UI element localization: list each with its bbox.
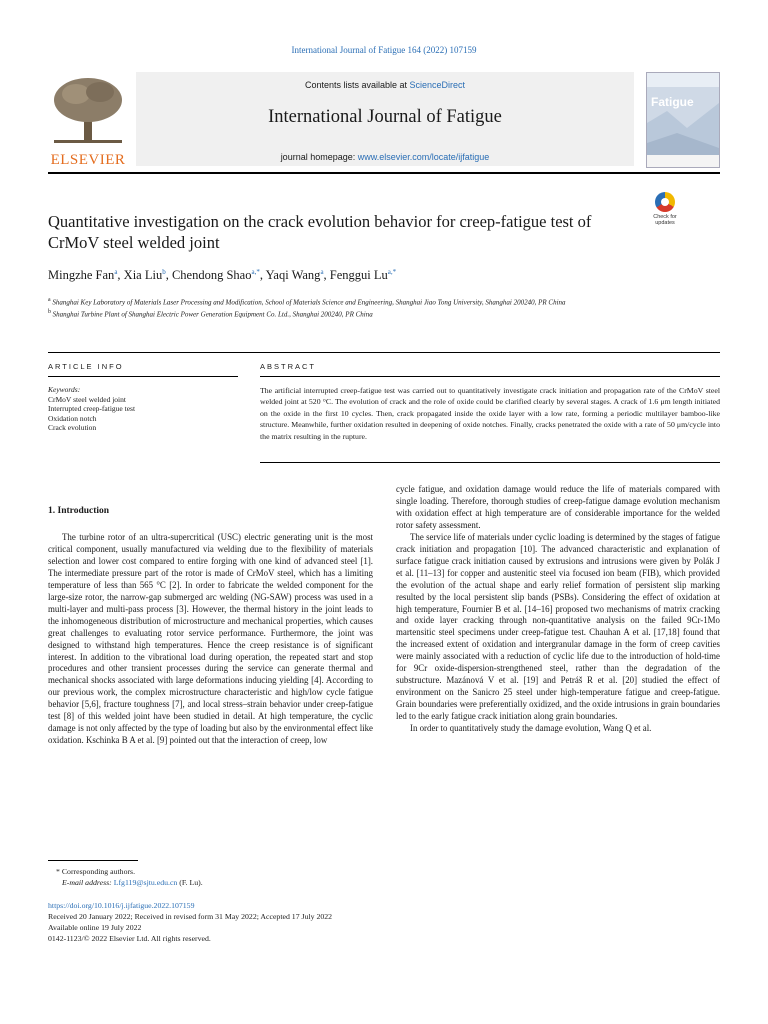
keyword: CrMoV steel welded joint <box>48 394 126 404</box>
abstract-bottom-rule <box>260 462 720 463</box>
author-name: Mingzhe Fan <box>48 268 115 283</box>
abstract-head-rule <box>260 376 720 377</box>
author-affil-sup[interactable]: a,* <box>387 268 397 276</box>
homepage-line: journal homepage: www.elsevier.com/locate/ijfatigue <box>280 152 490 162</box>
journal-reference[interactable]: International Journal of Fatigue 164 (2022) 107159 <box>291 45 477 55</box>
sciencedirect-link[interactable]: ScienceDirect <box>409 80 466 90</box>
intro-paragraph: cycle fatigue, and oxidation damage would reduce the life of materials compared with single loading. Therefore, thorough studies of creep-fatigue damage evolution mechanism with oxidation effect at high temperature are of considerable importance for the welded rotor safety assessment. <box>396 484 720 530</box>
intro-paragraph: The turbine rotor of an ultra-supercritical (USC) electric generating unit is the most critical component, usually manufactured via welding due to the flexibility of materials selection and lower cost compared to entire forging with one kind of advanced steel [1]. The intermediate pressure part of the rotor is made of CrMoV steel, which has a limiting temperature of less than 565 °C [2]. In order to fabricate the welded component for the large-size rotor, the narrow-gap submerged arc welding (NG-SAW) process was used in a multi-layer and multi-pass process [3]. However, the thermal history in the joint leads to the inhomogeneous distribution of microstructure and mechanical properties, which causes great challenges to evaluating rotor service performance. Furthermore, the joint was designed to withstand high temperatures. Hence the creep resistance is of significant interest. In addition to the vibrational load during operation, the repeated start and stop procedures and other transient processes during the service can generate thermal and mechanical shocks associated with large deformations inducing yielding [4]. According to our previous work, the complex microstructure characteristic and high/low cycle fatigue behavior [5,6], fracture toughness [7], and local stress–strain behavior under creep-fatigue test [8] of this welded joint have been studied in detail. At high temperature, the cyclic damage is not only affected by the type of loading but also by the environmental effect like oxidation. Kschinka B A et al. [9] pointed out that the interaction of creep, low <box>48 532 373 746</box>
author-affil-sup[interactable]: a,* <box>251 268 260 276</box>
affiliation-a: $^a$ Shanghai Key Laboratory of Materials Laser Processing and Modification, School of Materials Science and Engineering, Shanghai Jiao Tong University, Shanghai 200240, PR China <box>48 297 566 307</box>
author-affil-sup[interactable]: a <box>320 268 324 276</box>
author-name: Fenggui Lu <box>329 268 388 283</box>
intro-paragraph: In order to quantitatively study the damage evolution, Wang Q et al. <box>410 723 652 734</box>
check-updates-icon <box>655 192 675 212</box>
author-affil-sup[interactable]: a <box>114 268 118 276</box>
publication-info <box>48 900 548 944</box>
email-note: E-mail address: Lfg119@sjtu.edu.cn (F. Lu). <box>62 878 203 887</box>
keywords-block <box>48 385 238 433</box>
corresponding-note: * Corresponding authors. <box>56 867 136 876</box>
author-affil-sup[interactable]: b <box>162 268 166 276</box>
author-name: Xia Liu <box>123 268 163 283</box>
intro-paragraph: The service life of materials under cyclic loading is determined by the stages of fatigue crack initiation and propagation [10]. The advanced characteristic and explanation of surface fatigue crack initiation caused by extrusions and intrusions were given by Polák J et al. [11–13] for copper and austenitic steel via focused ion beam (FIB), which provided the evolution of the actual shape and early relief formation of persistent slip marking resulted by the local persistent slip bands (PSBs). Considering the effect of oxidation at high temperature, Fournier B et al. [14–16] proposed two mechanisms of matrix cracking and oxide layer cracking through non-quantitative analysis on the failed 9Cr-1Mo martensitic steel specimens under creep-fatigue test. Chauhan A et al. [17,18] found that the increased extent of oxidation and intergranular damage in the form of creep cavities were mainly associated with a reduction of cyclic life due to the introduction of hold-time for 9Cr oxide-dispersion-strengthened steel, rather than the degradation of the substructure. Mazánová V et al. [19] and Petráš R et al. [20] studied the effect of environment on the Sanicro 25 steel under high-temperature fatigue and creep-fatigue. Grain boundaries were preferentially oxidized, and the oxide intrusions in grain boundaries led to the early fatigue crack initiation along grain boundaries. <box>396 531 720 722</box>
author-name: Chendong Shao <box>171 268 252 283</box>
keyword: Oxidation notch <box>48 413 97 423</box>
intro-right-column <box>396 484 720 735</box>
keywords-label: Keywords: <box>48 385 81 394</box>
affiliation-b: $^b$ Shanghai Turbine Plant of Shanghai Electric Power Generation Equipment Co. Ltd., Shanghai 200240, PR China <box>48 309 373 319</box>
introduction-heading: 1. Introduction <box>48 506 110 516</box>
homepage-link[interactable]: www.elsevier.com/locate/ijfatigue <box>357 152 490 162</box>
abstract-text: The artificial interrupted creep-fatigue test was carried out to quantitatively investigate crack initiation and propagation rate of the CrMoV steel welded joint at 520 °C. The evolution of crack and the role of oxide could be clarified clearly by several stages. A crack of 1.6 μm length initiated on the oxide in the first 10 cycles. Then, crack propagated inside the oxide layer with a low rate, forming a periodic multilayer bamboo-like structure. Meanwhile, further oxidation resulted in deepening of oxide notches. Finally, cracks penetrated the oxide with a rate of 50 μm/cycle into the matrix resulting in the rupture. <box>260 386 720 441</box>
keyword: Interrupted creep-fatigue test <box>48 404 136 413</box>
article-info-heading: ARTICLE INFO <box>48 362 124 371</box>
online-date: Available online 19 July 2022 <box>48 923 142 932</box>
footnotes <box>48 866 428 888</box>
email-link[interactable]: Lfg119@sjtu.edu.cn <box>113 878 178 887</box>
author-list: Mingzhe Fan$^a$, Xia Liu$^b$, Chendong Shao$^{a,*}$, Yaqi Wang$^a$, Fenggui $Lu^{a,*}$ <box>48 268 397 283</box>
footnote-rule <box>48 860 138 861</box>
journal-cover[interactable] <box>646 72 720 168</box>
cover-title: Fatigue <box>651 95 694 109</box>
abstract-heading: ABSTRACT <box>260 362 317 371</box>
elsevier-wordmark: ELSEVIER <box>50 152 126 168</box>
info-top-rule <box>48 352 720 353</box>
copyright: 0142-1123/© 2022 Elsevier Ltd. All rights reserved. <box>48 934 211 943</box>
info-head-rule <box>48 376 238 377</box>
header-rule <box>48 172 720 174</box>
elsevier-tree-logo <box>48 72 128 166</box>
doi-link[interactable]: https://doi.org/10.1016/j.ijfatigue.2022.107159 <box>48 901 195 910</box>
intro-left-column <box>48 532 373 747</box>
received-dates: Received 20 January 2022; Received in revised form 31 May 2022; Accepted 17 July 2022 <box>48 912 333 921</box>
author-name: Yaqi Wang <box>265 268 321 283</box>
affiliations <box>48 295 628 320</box>
journal-header <box>48 70 720 168</box>
article-title: Quantitative investigation on the crack evolution behavior for creep-fatigue test of CrMoV steel welded joint <box>48 212 592 252</box>
header-band <box>136 72 634 166</box>
journal-title: International Journal of Fatigue <box>268 107 502 127</box>
keyword: Crack evolution <box>48 423 97 432</box>
check-for-updates-badge[interactable]: Check for updates <box>648 192 682 230</box>
contents-line: Contents lists available at ScienceDirect <box>304 80 466 90</box>
